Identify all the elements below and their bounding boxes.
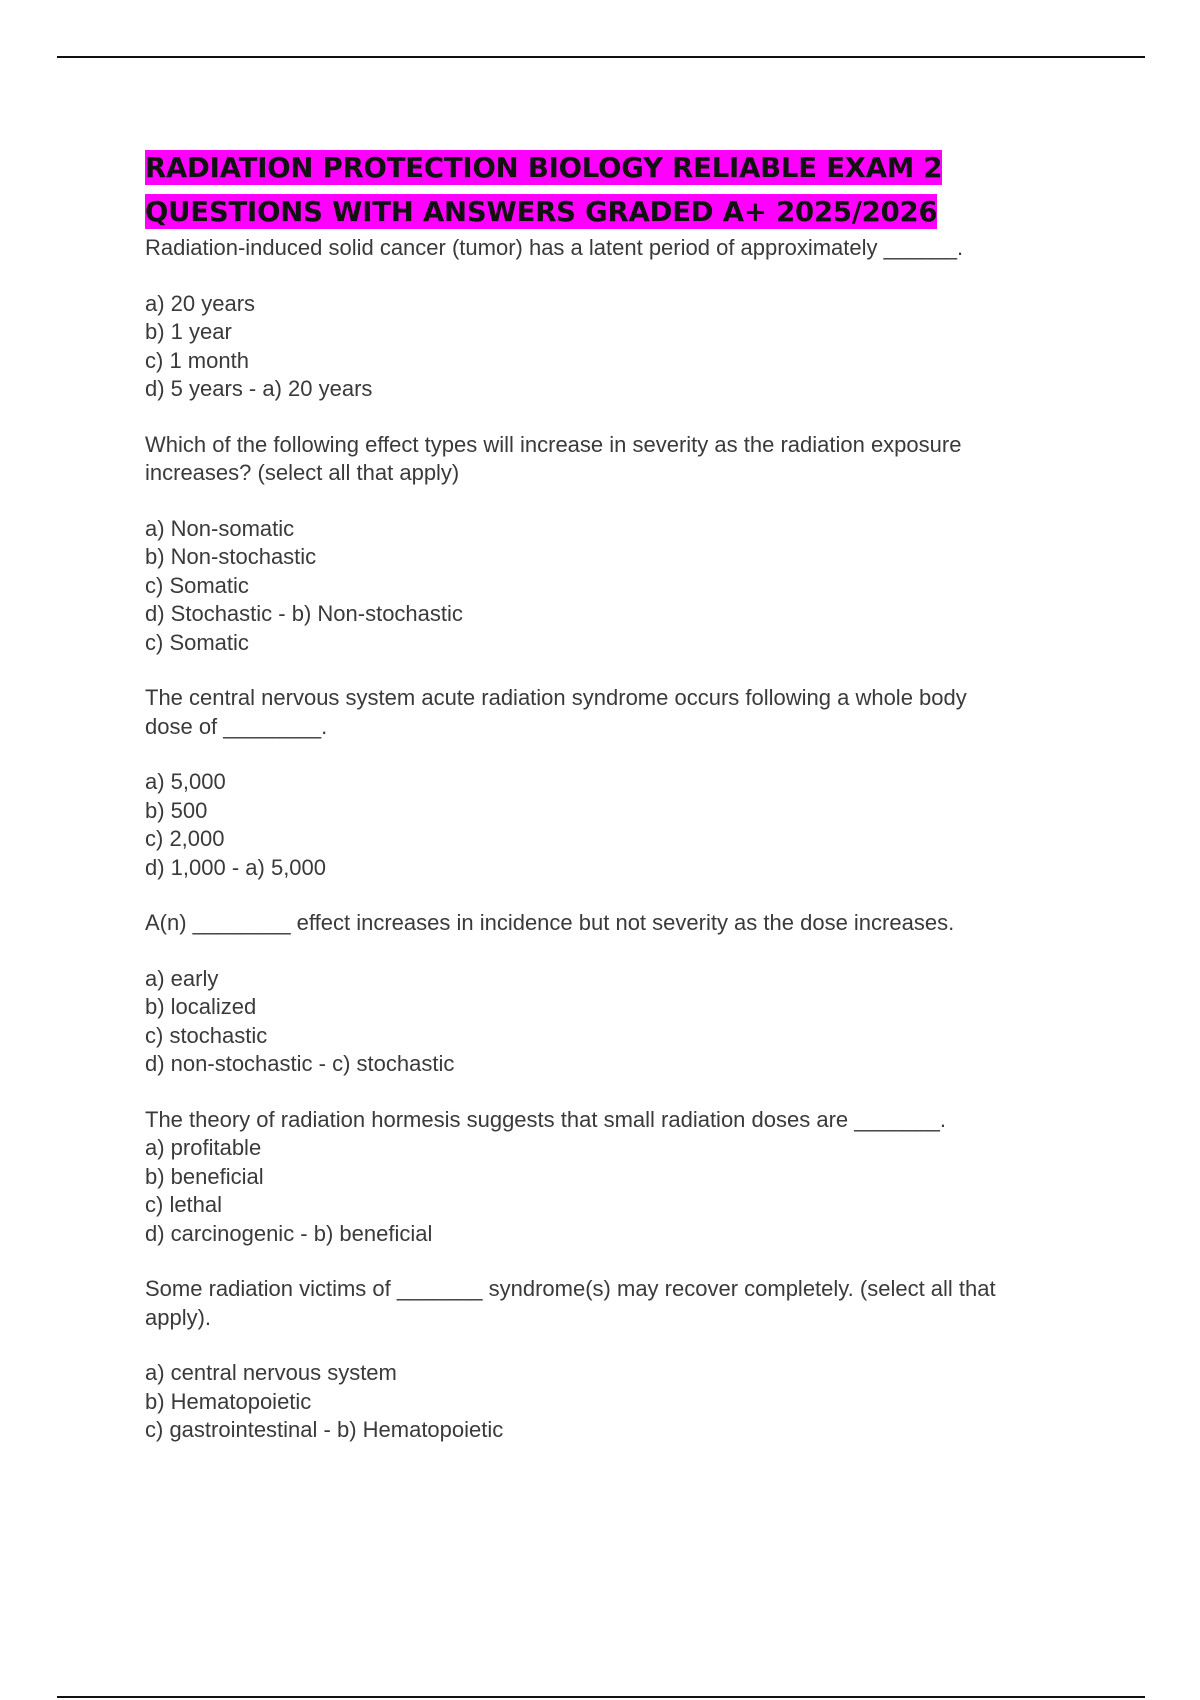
option-item: c) 1 month — [145, 347, 249, 373]
option-list — [145, 515, 1105, 658]
option-item: a) central nervous system — [145, 1360, 397, 1385]
question-text — [145, 431, 1105, 488]
option-item-with-answer: d) 1,000 - a) 5,000 — [145, 854, 327, 880]
option-item-with-answer: c) gastrointestinal - b) Hematopoietic — [145, 1417, 504, 1442]
question-text — [145, 1275, 1105, 1332]
question-text-line-2: increases? (select all that apply) — [145, 460, 460, 485]
document-title — [145, 146, 1105, 234]
option-item: a) profitable — [145, 1135, 262, 1160]
document-body — [145, 146, 1105, 1445]
question-2 — [145, 431, 1105, 658]
option-item: a) early — [145, 965, 219, 991]
option-item: b) 1 year — [145, 319, 232, 344]
option-list — [145, 1134, 1105, 1248]
question-6 — [145, 1275, 1105, 1445]
question-text: A(n) ________ effect increases in incidence but not severity as the dose increases. — [145, 910, 955, 935]
option-list — [145, 768, 1105, 882]
question-3 — [145, 684, 1105, 882]
title-line-2: QUESTIONS WITH ANSWERS GRADED A+ 2025/2026 — [145, 196, 938, 228]
option-item: b) Non-stochastic — [145, 544, 317, 569]
option-list — [145, 290, 1105, 404]
option-item: b) Hematopoietic — [145, 1388, 312, 1414]
option-list — [145, 965, 1105, 1079]
option-item: b) beneficial — [145, 1163, 264, 1189]
question-text-line-1: The central nervous system acute radiation syndrome occurs following a whole body — [145, 685, 967, 710]
top-rule — [57, 56, 1145, 58]
option-item-with-answer: d) Stochastic - b) Non-stochastic — [145, 601, 463, 626]
option-item-with-answer: d) non-stochastic - c) stochastic — [145, 1051, 455, 1076]
option-item-with-answer: d) 5 years - a) 20 years — [145, 376, 373, 401]
option-item: a) 20 years — [145, 290, 256, 316]
question-text-line-1: Some radiation victims of _______ syndrome(s) may recover completely. (select all that — [145, 1276, 996, 1301]
title-line-1: RADIATION PROTECTION BIOLOGY RELIABLE EXAM 2 — [145, 152, 943, 184]
question-text-line-2: apply). — [145, 1304, 212, 1330]
option-item: a) 5,000 — [145, 769, 226, 794]
question-text — [145, 684, 1105, 741]
option-item: b) 500 — [145, 797, 208, 823]
option-item: b) localized — [145, 994, 257, 1019]
option-item: c) stochastic — [145, 1022, 268, 1048]
option-item: c) 2,000 — [145, 826, 225, 851]
question-text: The theory of radiation hormesis suggests that small radiation doses are _______. — [145, 1106, 947, 1132]
option-item: c) Somatic — [145, 572, 249, 598]
bottom-rule — [57, 1696, 1145, 1698]
question-4 — [145, 909, 1105, 1079]
option-item: a) Non-somatic — [145, 515, 295, 541]
question-1 — [145, 234, 1105, 404]
question-5 — [145, 1106, 1105, 1249]
answer-continuation: c) Somatic — [145, 629, 249, 655]
question-text: Radiation-induced solid cancer (tumor) has a latent period of approximately ______. — [145, 235, 964, 260]
question-text-line-1: Which of the following effect types will increase in severity as the radiation exposure — [145, 431, 962, 457]
option-list — [145, 1359, 1105, 1445]
option-item: c) lethal — [145, 1192, 223, 1217]
question-text-line-2: dose of ________. — [145, 713, 328, 739]
option-item-with-answer: d) carcinogenic - b) beneficial — [145, 1220, 433, 1246]
